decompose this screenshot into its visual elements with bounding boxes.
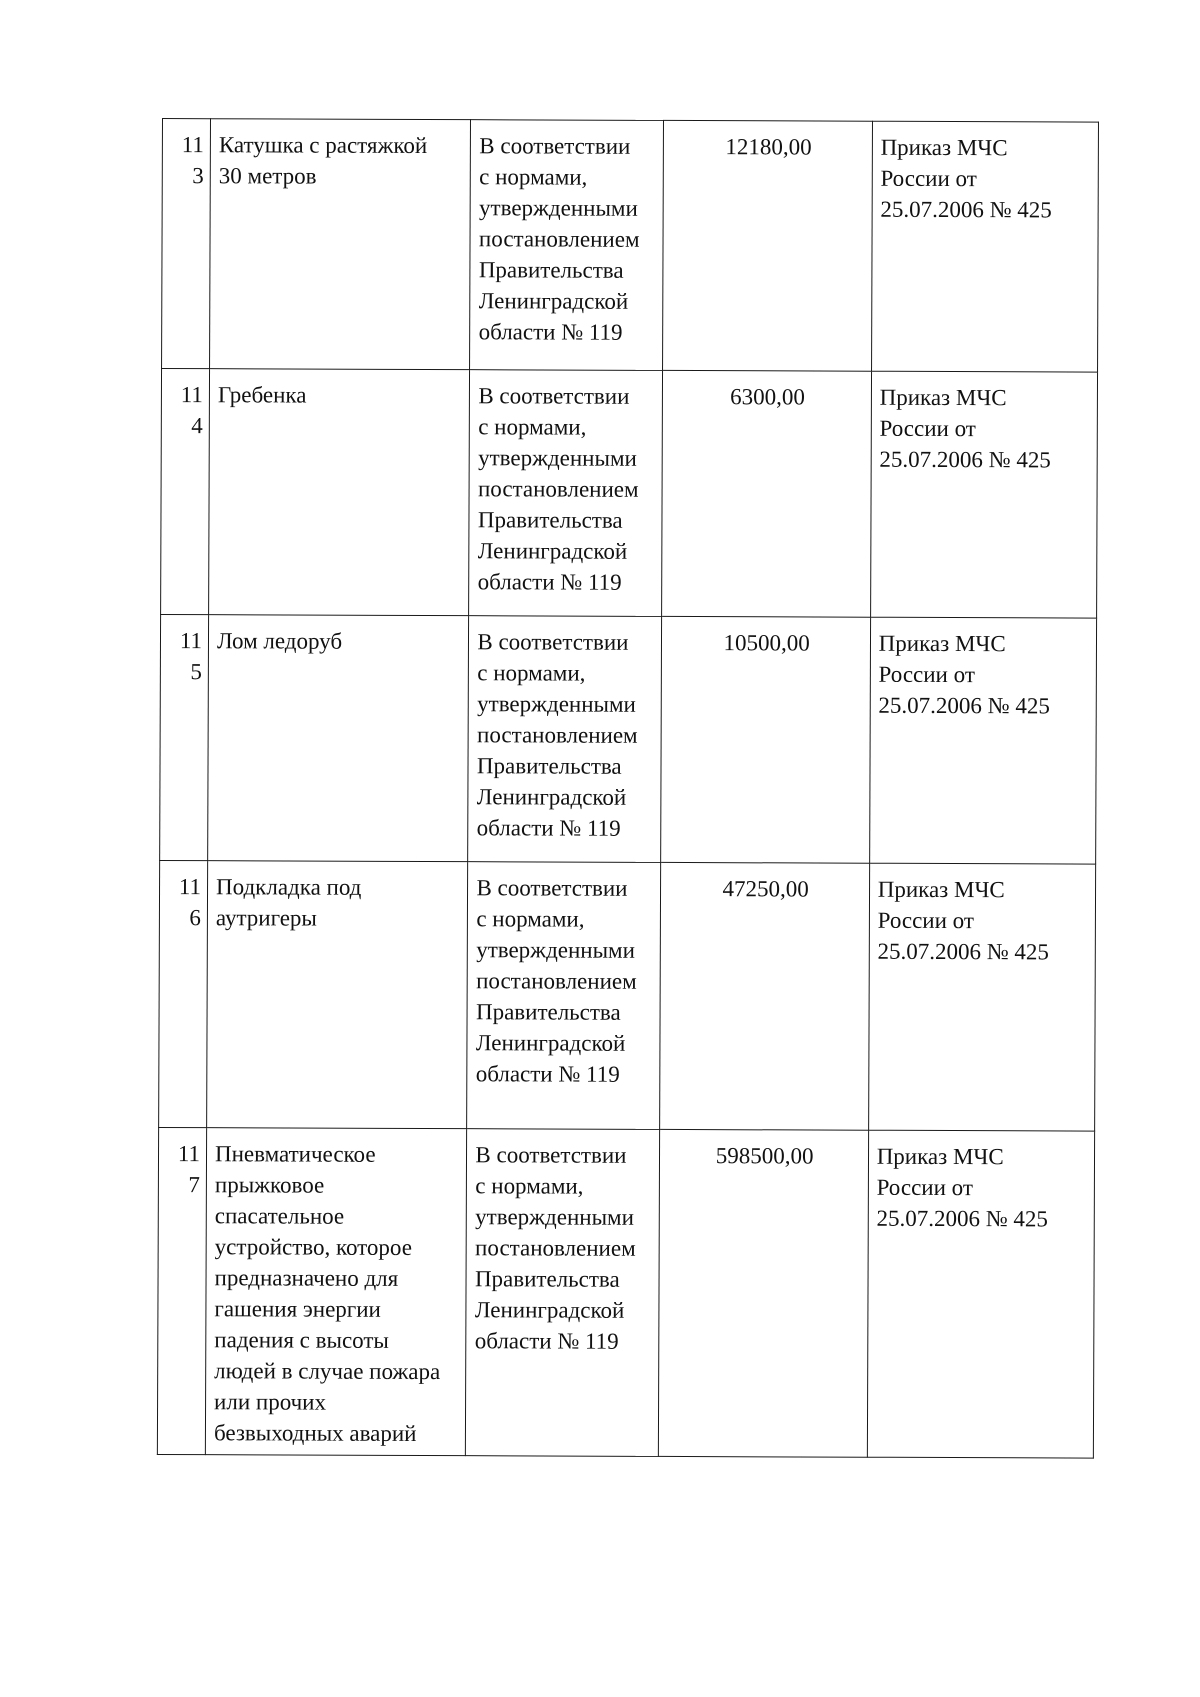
norm-basis-line: Правительства [478, 257, 624, 283]
item-name-line: безвыходных аварий [213, 1420, 417, 1446]
price-value: 10500,00 [723, 630, 810, 656]
price-cell [660, 616, 870, 863]
table-row [161, 369, 1098, 619]
item-name-line: падения с высоты [214, 1327, 389, 1353]
norm-basis-line: с нормами, [476, 906, 585, 932]
norm-basis-line: Ленинградской [478, 288, 629, 314]
norm-basis-line: В соответствии [476, 875, 628, 901]
row-number: 116 [159, 860, 208, 1127]
norm-basis [467, 862, 660, 1130]
item-name-line: Лом ледоруб [216, 628, 343, 654]
norm-basis-line: В соответствии [479, 133, 631, 159]
norm-basis [469, 370, 662, 617]
price-cell [661, 370, 871, 617]
item-name [209, 369, 470, 616]
norm-basis-line: утвержденными [477, 691, 636, 717]
norm-basis-line: утвержденными [475, 1204, 634, 1230]
legal-reference [868, 863, 1095, 1131]
price-cell [659, 862, 869, 1130]
norms-table [157, 118, 1099, 1459]
price-value: 598500,00 [715, 1143, 814, 1169]
norm-basis-line: утвержденными [479, 195, 638, 221]
item-name-line: или прочих [214, 1389, 327, 1415]
norm-basis-line: с нормами, [478, 414, 587, 440]
legal-reference-line: Приказ МЧС [878, 630, 1006, 657]
legal-reference-line: 25.07.2006 № 425 [876, 1205, 1048, 1232]
norm-basis-line: с нормами, [477, 660, 586, 686]
legal-reference-line: Приказ МЧС [877, 876, 1005, 903]
legal-reference-line: России от [877, 907, 975, 934]
legal-reference [870, 371, 1097, 618]
table-row [162, 119, 1099, 373]
norm-basis-line: области № 119 [477, 569, 622, 595]
norm-basis-line: Правительства [475, 999, 621, 1025]
norm-basis-line: постановлением [477, 722, 638, 748]
norm-basis-line: постановлением [476, 968, 637, 994]
row-number: 114 [161, 369, 210, 615]
item-name-line: прыжковое [214, 1172, 325, 1198]
norm-basis-line: области № 119 [475, 1061, 620, 1087]
norm-basis-line: постановлением [478, 226, 640, 252]
legal-reference-line: Приказ МЧС [879, 384, 1007, 411]
price-cell [658, 1129, 868, 1457]
norm-basis [470, 120, 663, 371]
norm-basis-line: Ленинградской [477, 538, 628, 564]
item-name [205, 1128, 467, 1456]
row-number: 113 [162, 119, 211, 369]
legal-reference [871, 121, 1098, 372]
norm-basis-line: Правительства [477, 507, 623, 533]
item-name-line: Гребенка [217, 382, 307, 408]
norm-basis-line: В соответствии [477, 629, 629, 655]
legal-reference-line: России от [880, 165, 977, 192]
item-name-line: 30 метров [218, 163, 317, 189]
item-name [210, 119, 471, 370]
item-name-line: аутригеры [215, 905, 317, 931]
table-row [159, 860, 1096, 1131]
item-name-line: людей в случае пожара [214, 1358, 441, 1385]
legal-reference-line: 25.07.2006 № 425 [879, 446, 1051, 473]
item-name [207, 861, 468, 1129]
item-name-line: Подкладка под [216, 874, 362, 900]
norm-basis [466, 1129, 659, 1457]
norm-basis-line: постановлением [475, 1235, 636, 1261]
row-number: 117 [157, 1127, 206, 1454]
item-name-line: спасательное [214, 1203, 345, 1229]
legal-reference-line: Приказ МЧС [880, 134, 1008, 161]
norm-basis-line: Правительства [474, 1266, 620, 1292]
norm-basis-line: В соответствии [475, 1142, 627, 1168]
table-row [160, 614, 1097, 864]
row-number: 115 [160, 614, 209, 860]
norm-basis-line: Ленинградской [475, 1030, 626, 1056]
legal-reference-line: 25.07.2006 № 425 [880, 196, 1052, 223]
legal-reference-line: России от [879, 415, 976, 442]
legal-reference-line: России от [876, 1174, 973, 1201]
legal-reference-line: России от [878, 661, 975, 688]
item-name-line: Пневматическое [214, 1141, 376, 1167]
norm-basis-line: Ленинградской [476, 784, 627, 810]
item-name [208, 615, 469, 862]
norm-basis-line: с нормами, [479, 164, 588, 190]
norm-basis-line: Правительства [476, 753, 622, 779]
legal-reference-line: 25.07.2006 № 425 [878, 692, 1050, 719]
legal-reference [867, 1130, 1095, 1458]
legal-reference-line: 25.07.2006 № 425 [877, 938, 1050, 965]
norm-basis-line: утвержденными [478, 445, 637, 471]
norm-basis-line: области № 119 [474, 1328, 619, 1354]
legal-reference-line: Приказ МЧС [876, 1143, 1004, 1170]
price-value: 6300,00 [730, 384, 805, 410]
norm-basis-line: Ленинградской [474, 1297, 625, 1323]
norm-basis-line: утвержденными [476, 937, 636, 963]
legal-reference [869, 617, 1096, 864]
price-cell [662, 120, 872, 371]
norm-basis-line: с нормами, [475, 1173, 584, 1199]
table-row [157, 1127, 1094, 1458]
norm-basis-line: области № 119 [476, 815, 621, 841]
item-name-line: предназначено для [214, 1265, 399, 1291]
norm-basis [468, 616, 661, 863]
norm-basis-line: В соответствии [478, 383, 630, 409]
norm-basis-line: области № 119 [478, 319, 623, 345]
price-value: 47250,00 [722, 876, 809, 902]
item-name-line: Катушка с растяжкой [218, 132, 428, 159]
item-name-line: гашения энергии [214, 1296, 381, 1322]
item-name-line: устройство, которое [214, 1234, 412, 1260]
price-value: 12180,00 [725, 134, 812, 160]
norm-basis-line: постановлением [477, 476, 639, 502]
